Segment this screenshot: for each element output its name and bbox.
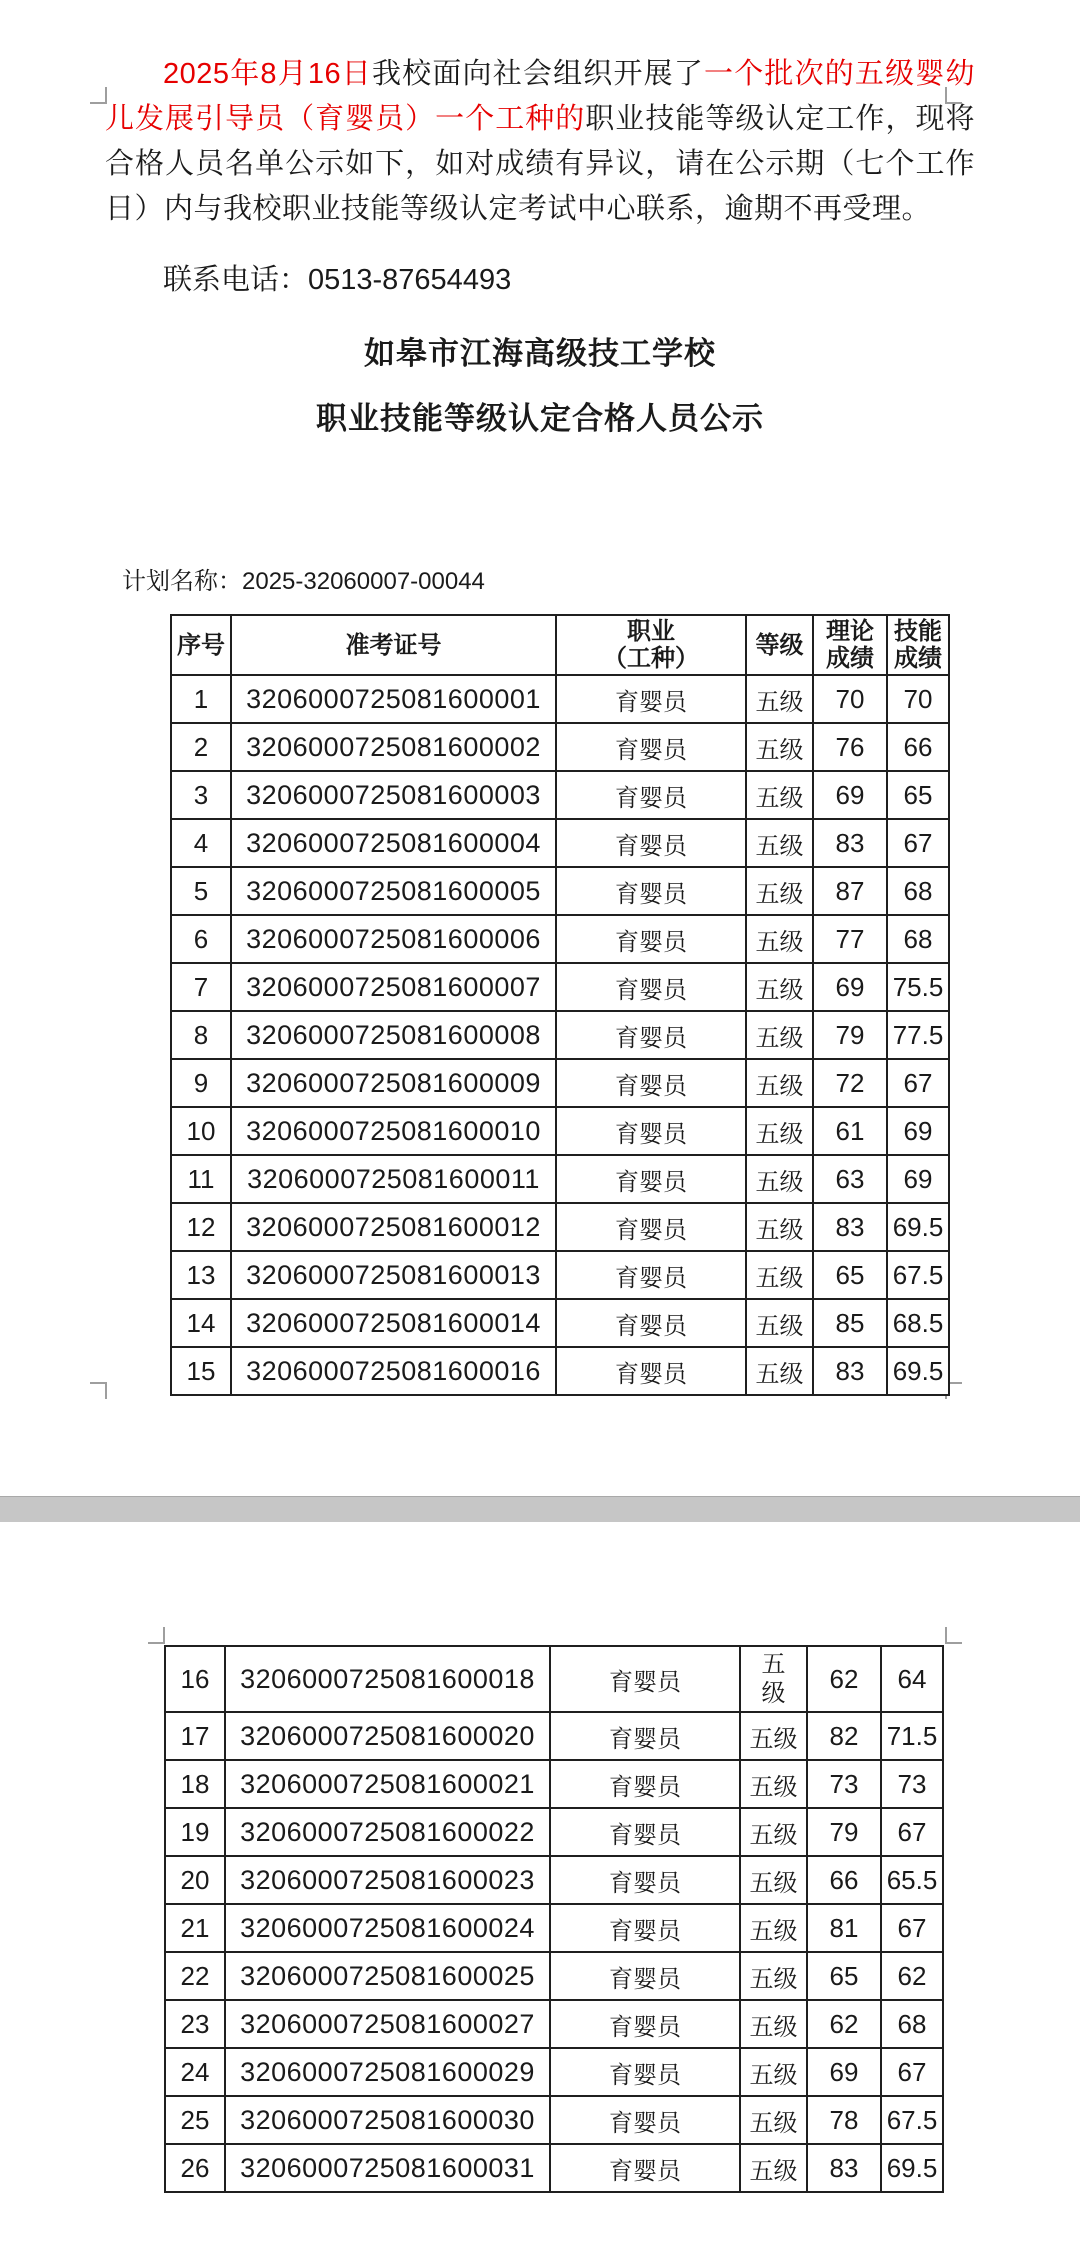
table-cell: 4 — [171, 819, 231, 867]
table-cell: 25 — [165, 2096, 225, 2144]
table-row — [171, 915, 949, 963]
table-cell: 63 — [813, 1155, 887, 1203]
table-cell: 3206000725081600007 — [231, 963, 556, 1011]
table-cell: 83 — [813, 1203, 887, 1251]
table-cell: 五级 — [746, 1155, 813, 1203]
table-cell: 82 — [807, 1712, 881, 1760]
column-header: 职业 （工种） — [556, 615, 746, 675]
table-row — [165, 2048, 943, 2096]
table-row — [171, 1299, 949, 1347]
table-cell: 69 — [887, 1107, 949, 1155]
table-cell: 7 — [171, 963, 231, 1011]
table-row — [165, 1952, 943, 2000]
table-cell: 五级 — [740, 1856, 807, 1904]
doc-subtitle: 职业技能等级认定合格人员公示 — [316, 400, 764, 436]
table-cell: 五级 — [746, 1251, 813, 1299]
table-cell: 3206000725081600022 — [225, 1808, 550, 1856]
table-cell: 23 — [165, 2000, 225, 2048]
results-table-page1 — [170, 614, 950, 1396]
table-row — [171, 675, 949, 723]
table-cell: 五级 — [746, 963, 813, 1011]
table-cell: 62 — [807, 1646, 881, 1712]
table-cell: 五级 — [740, 1952, 807, 2000]
table-row — [171, 1155, 949, 1203]
table-cell: 五级 — [746, 1011, 813, 1059]
table-cell: 五级 — [740, 1760, 807, 1808]
table-cell: 64 — [881, 1646, 943, 1712]
table-cell: 3206000725081600014 — [231, 1299, 556, 1347]
table-row — [171, 1251, 949, 1299]
page2-margin-mark-top-left — [148, 1627, 165, 1644]
table-cell: 83 — [807, 2144, 881, 2192]
page1-margin-mark-top-left — [90, 87, 107, 104]
table-cell: 五级 — [746, 819, 813, 867]
table-cell: 69 — [807, 2048, 881, 2096]
page2-margin-mark-top-right — [945, 1627, 962, 1644]
table-cell: 85 — [813, 1299, 887, 1347]
table-cell: 62 — [881, 1952, 943, 2000]
table-cell: 6 — [171, 915, 231, 963]
table-cell: 68 — [881, 2000, 943, 2048]
table-header-row — [171, 615, 949, 675]
column-header: 技能 成绩 — [887, 615, 949, 675]
table-row — [171, 1203, 949, 1251]
table-cell: 五级 — [746, 1299, 813, 1347]
table-cell: 73 — [881, 1760, 943, 1808]
table-cell: 68 — [887, 867, 949, 915]
table-cell: 3206000725081600004 — [231, 819, 556, 867]
table-cell: 育婴员 — [556, 1107, 746, 1155]
table-row — [171, 1107, 949, 1155]
table-cell: 9 — [171, 1059, 231, 1107]
table-cell: 62 — [807, 2000, 881, 2048]
table-cell: 育婴员 — [556, 915, 746, 963]
table-cell: 3206000725081600027 — [225, 2000, 550, 2048]
table-cell: 育婴员 — [550, 2000, 740, 2048]
table-cell: 3206000725081600003 — [231, 771, 556, 819]
table-cell: 65 — [813, 1251, 887, 1299]
table-cell: 五级 — [746, 1107, 813, 1155]
table-row — [171, 1059, 949, 1107]
table-cell: 育婴员 — [550, 1760, 740, 1808]
table-cell: 3206000725081600001 — [231, 675, 556, 723]
table-cell: 育婴员 — [550, 2048, 740, 2096]
table-cell: 67 — [887, 819, 949, 867]
table-cell: 83 — [813, 1347, 887, 1395]
table-row — [165, 1760, 943, 1808]
table-cell: 71.5 — [881, 1712, 943, 1760]
table-cell: 76 — [813, 723, 887, 771]
column-header: 准考证号 — [231, 615, 556, 675]
table-cell: 3206000725081600029 — [225, 2048, 550, 2096]
table-cell: 67.5 — [887, 1251, 949, 1299]
table-cell: 3 — [171, 771, 231, 819]
table-cell: 3206000725081600021 — [225, 1760, 550, 1808]
table-cell: 3206000725081600025 — [225, 1952, 550, 2000]
table-cell: 75.5 — [887, 963, 949, 1011]
table-cell: 67 — [881, 2048, 943, 2096]
table-row — [171, 963, 949, 1011]
column-header: 序号 — [171, 615, 231, 675]
table-cell: 17 — [165, 1712, 225, 1760]
table-cell: 育婴员 — [556, 1059, 746, 1107]
table-cell: 68.5 — [887, 1299, 949, 1347]
table-cell: 五级 — [740, 2000, 807, 2048]
table-cell: 24 — [165, 2048, 225, 2096]
table-cell: 65 — [887, 771, 949, 819]
table-cell: 65 — [807, 1952, 881, 2000]
table-cell: 83 — [813, 819, 887, 867]
table-cell: 3206000725081600009 — [231, 1059, 556, 1107]
table-row — [165, 1904, 943, 1952]
table-cell: 77 — [813, 915, 887, 963]
table-row — [171, 867, 949, 915]
plan-name-value: 2025-32060007-00044 — [242, 568, 485, 595]
table-cell: 育婴员 — [556, 1251, 746, 1299]
table-cell: 81 — [807, 1904, 881, 1952]
results-table-page2 — [164, 1645, 944, 2193]
page1-margin-mark-top-right — [945, 87, 962, 104]
table-cell: 68 — [887, 915, 949, 963]
table-row — [171, 1347, 949, 1395]
table-cell: 20 — [165, 1856, 225, 1904]
doc-title: 如皋市江海高级技工学校 — [364, 336, 716, 371]
contact-line: 联系电话：0513-87654493 — [163, 264, 512, 296]
page1-margin-mark-bottom-left — [90, 1382, 107, 1399]
table-cell: 五级 — [746, 1347, 813, 1395]
intro-segment: 职业技能等级认定工作，现将合格人员名单公示如下，如对成绩有异议，请在公示期（七个工作日）内与我校职业技能等级认定考试中心联系，逾期不再受理。 — [105, 103, 975, 225]
intro-paragraph — [105, 52, 975, 232]
table-cell: 育婴员 — [556, 867, 746, 915]
table-cell: 育婴员 — [556, 771, 746, 819]
intro-segment: 一个批次的五级婴幼儿发展引导员（育婴员）一个工种的 — [105, 58, 975, 135]
table-cell: 10 — [171, 1107, 231, 1155]
table-cell: 26 — [165, 2144, 225, 2192]
table-cell: 五级 — [740, 1712, 807, 1760]
table-cell: 3206000725081600020 — [225, 1712, 550, 1760]
table-cell: 66 — [887, 723, 949, 771]
table-cell: 69.5 — [887, 1347, 949, 1395]
table-row — [165, 1808, 943, 1856]
table-cell: 五级 — [746, 771, 813, 819]
table-cell: 3206000725081600008 — [231, 1011, 556, 1059]
table-cell: 育婴员 — [556, 819, 746, 867]
table-cell: 69.5 — [887, 1203, 949, 1251]
table-cell: 3206000725081600024 — [225, 1904, 550, 1952]
column-header: 理论 成绩 — [813, 615, 887, 675]
table-cell: 3206000725081600016 — [231, 1347, 556, 1395]
table-cell: 8 — [171, 1011, 231, 1059]
table-cell: 61 — [813, 1107, 887, 1155]
table-cell: 70 — [887, 675, 949, 723]
table-row — [165, 2000, 943, 2048]
table-cell: 育婴员 — [556, 1347, 746, 1395]
table-cell: 19 — [165, 1808, 225, 1856]
table-cell: 3206000725081600031 — [225, 2144, 550, 2192]
table-cell: 69 — [813, 771, 887, 819]
table-cell: 3206000725081600018 — [225, 1646, 550, 1712]
table-row — [165, 1712, 943, 1760]
table-cell: 五级 — [740, 1904, 807, 1952]
table-cell: 五级 — [740, 2048, 807, 2096]
table-cell: 五级 — [740, 2144, 807, 2192]
table-cell: 育婴员 — [556, 1011, 746, 1059]
table-cell: 3206000725081600005 — [231, 867, 556, 915]
table-cell: 18 — [165, 1760, 225, 1808]
table-cell: 79 — [807, 1808, 881, 1856]
table-cell: 育婴员 — [550, 2144, 740, 2192]
table-cell: 育婴员 — [550, 1904, 740, 1952]
table-row — [171, 771, 949, 819]
table-cell: 育婴员 — [556, 1155, 746, 1203]
table-cell: 72 — [813, 1059, 887, 1107]
table-cell: 育婴员 — [550, 1856, 740, 1904]
table-cell: 12 — [171, 1203, 231, 1251]
table-row — [165, 2096, 943, 2144]
table-cell: 67 — [881, 1808, 943, 1856]
table-cell: 五级 — [740, 2096, 807, 2144]
table-cell: 69 — [813, 963, 887, 1011]
table-cell: 2 — [171, 723, 231, 771]
table-cell: 五级 — [746, 1203, 813, 1251]
table-cell: 育婴员 — [556, 723, 746, 771]
table-cell: 育婴员 — [556, 1203, 746, 1251]
table-cell: 3206000725081600023 — [225, 1856, 550, 1904]
table-row — [165, 1646, 943, 1712]
table-cell: 22 — [165, 1952, 225, 2000]
intro-segment: 2025年8月16日 — [163, 58, 372, 90]
table-row — [165, 2144, 943, 2192]
table-cell: 70 — [813, 675, 887, 723]
table-cell: 育婴员 — [550, 1712, 740, 1760]
table-cell: 3206000725081600006 — [231, 915, 556, 963]
table-cell: 73 — [807, 1760, 881, 1808]
table-cell: 11 — [171, 1155, 231, 1203]
table-cell: 69 — [887, 1155, 949, 1203]
table-cell: 13 — [171, 1251, 231, 1299]
table-cell: 3206000725081600030 — [225, 2096, 550, 2144]
table-cell: 3206000725081600011 — [231, 1155, 556, 1203]
table-cell: 66 — [807, 1856, 881, 1904]
table-cell: 77.5 — [887, 1011, 949, 1059]
table-row — [165, 1856, 943, 1904]
table-row — [171, 1011, 949, 1059]
table-cell: 五级 — [740, 1808, 807, 1856]
table-cell: 3206000725081600002 — [231, 723, 556, 771]
table-cell: 67 — [887, 1059, 949, 1107]
table-cell: 1 — [171, 675, 231, 723]
intro-segment: 我校面向社会组织开展了 — [372, 58, 705, 90]
table-cell: 21 — [165, 1904, 225, 1952]
table-row — [171, 819, 949, 867]
table-cell: 3206000725081600013 — [231, 1251, 556, 1299]
table-cell: 65.5 — [881, 1856, 943, 1904]
table-row — [171, 723, 949, 771]
table-cell: 育婴员 — [550, 2096, 740, 2144]
plan-name-label: 计划名称： — [122, 568, 242, 595]
table-cell: 14 — [171, 1299, 231, 1347]
plan-name-line — [122, 567, 485, 597]
table-cell: 67.5 — [881, 2096, 943, 2144]
page-break-divider — [0, 1496, 1080, 1522]
table-cell: 15 — [171, 1347, 231, 1395]
table-cell: 3206000725081600010 — [231, 1107, 556, 1155]
table-cell: 五级 — [746, 915, 813, 963]
table-cell: 育婴员 — [556, 963, 746, 1011]
table-cell: 育婴员 — [550, 1646, 740, 1712]
table-cell: 79 — [813, 1011, 887, 1059]
table-cell: 育婴员 — [550, 1952, 740, 2000]
table-cell: 16 — [165, 1646, 225, 1712]
table-cell: 67 — [881, 1904, 943, 1952]
table-cell: 育婴员 — [556, 675, 746, 723]
table-cell: 五级 — [746, 867, 813, 915]
table-cell: 69.5 — [881, 2144, 943, 2192]
table-cell: 五级 — [740, 1646, 807, 1712]
table-cell: 78 — [807, 2096, 881, 2144]
table-cell: 五级 — [746, 1059, 813, 1107]
table-cell: 3206000725081600012 — [231, 1203, 556, 1251]
table-cell: 育婴员 — [556, 1299, 746, 1347]
table-cell: 87 — [813, 867, 887, 915]
column-header: 等级 — [746, 615, 813, 675]
table-cell: 五级 — [746, 675, 813, 723]
document-page-1 — [0, 52, 1080, 441]
table-cell: 五级 — [746, 723, 813, 771]
table-cell: 育婴员 — [550, 1808, 740, 1856]
table-cell: 5 — [171, 867, 231, 915]
